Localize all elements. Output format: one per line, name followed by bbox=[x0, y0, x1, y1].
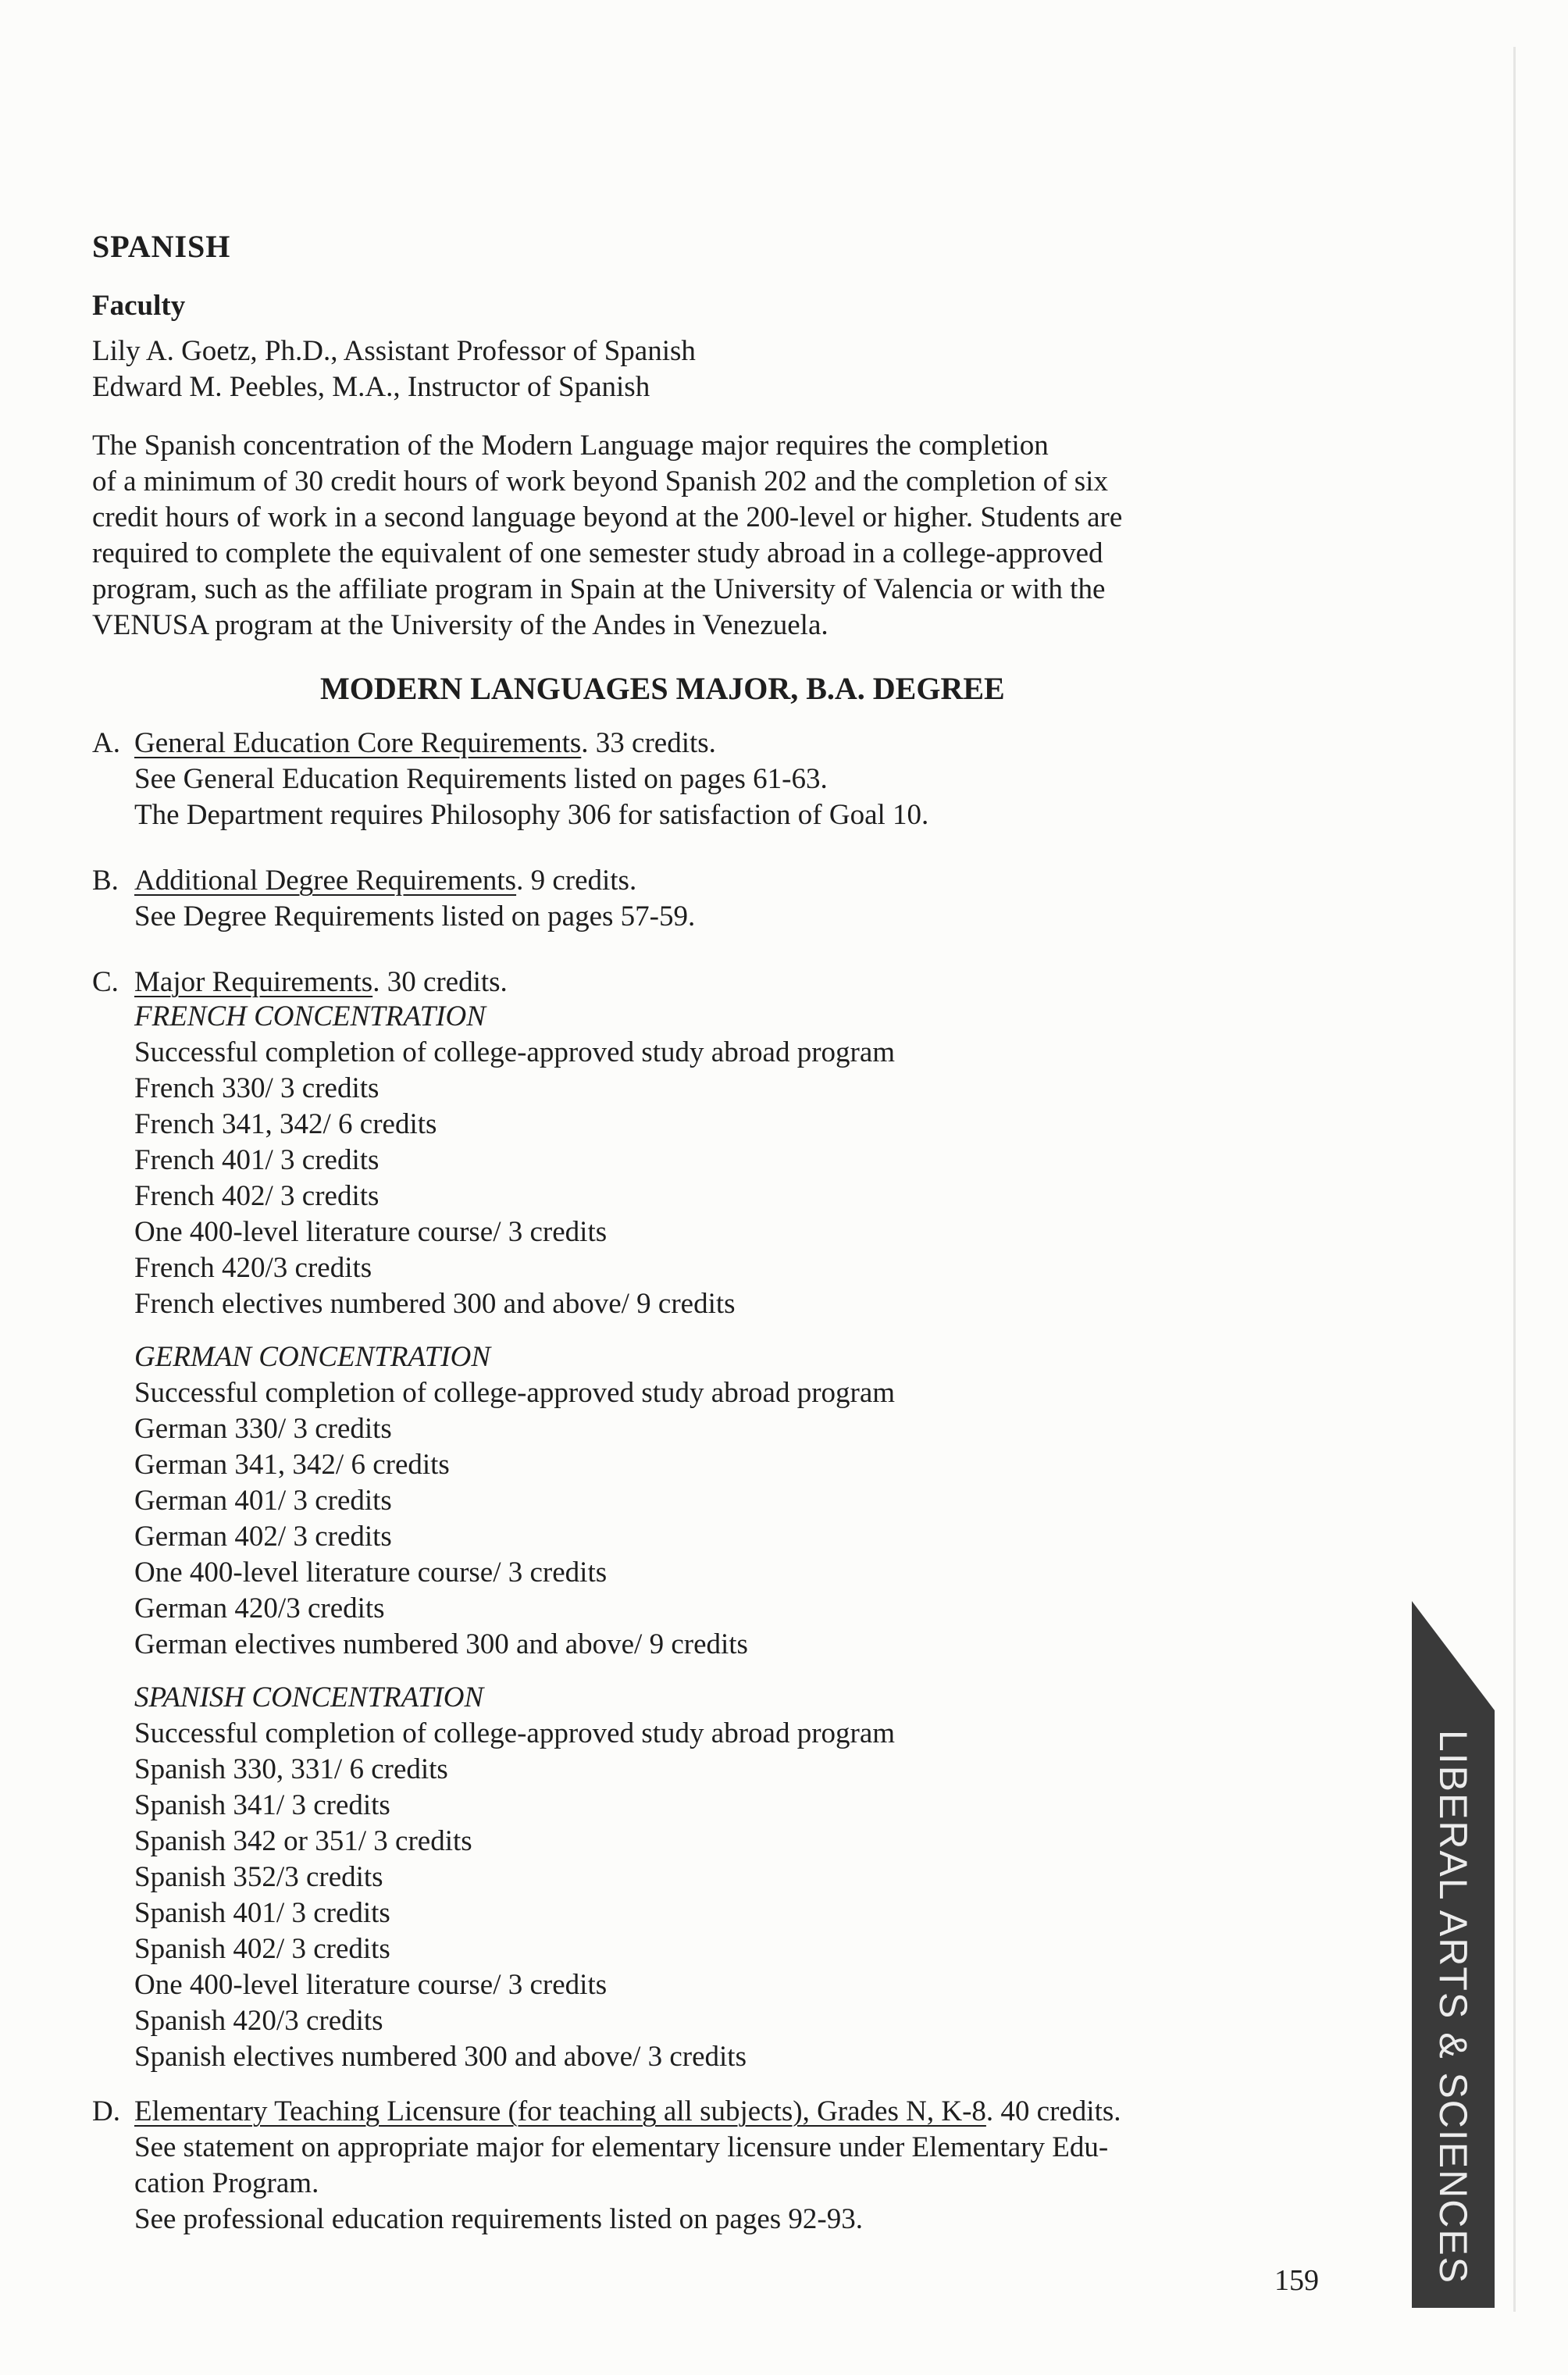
german-item: German 401/ 3 credits bbox=[134, 1485, 392, 1517]
german-item: German 420/3 credits bbox=[134, 1592, 385, 1624]
section-a-credits: . 33 credits. bbox=[581, 727, 716, 759]
section-d-line: cation Program. bbox=[134, 2167, 319, 2199]
section-c-heading-line bbox=[134, 965, 508, 999]
section-a-heading: General Education Core Requirements bbox=[134, 727, 582, 759]
section-c-credits: . 30 credits. bbox=[372, 966, 508, 998]
spanish-item: One 400-level literature course/ 3 credits bbox=[134, 1969, 608, 2001]
spanish-item: Spanish 402/ 3 credits bbox=[134, 1933, 390, 1965]
section-a-letter: A. bbox=[92, 727, 120, 759]
intro-line: required to complete the equivalent of one semester study abroad in a college-approved bbox=[92, 537, 1103, 569]
spanish-item: Spanish 330, 331/ 6 credits bbox=[134, 1753, 448, 1785]
french-item: French 420/3 credits bbox=[134, 1252, 372, 1284]
intro-line: VENUSA program at the University of the Andes in Venezuela. bbox=[92, 609, 829, 641]
spanish-item: Spanish 342 or 351/ 3 credits bbox=[134, 1825, 472, 1857]
intro-line: program, such as the affiliate program in Spain at the University of Valencia or with the bbox=[92, 573, 1106, 605]
german-item: German electives numbered 300 and above/ 9 credits bbox=[134, 1628, 748, 1660]
french-item: French 341, 342/ 6 credits bbox=[134, 1108, 437, 1140]
side-tab-corner-cut bbox=[1412, 1601, 1495, 1710]
german-item: Successful completion of college-approved study abroad program bbox=[134, 1377, 896, 1409]
faculty-member: Edward M. Peebles, M.A., Instructor of Spanish bbox=[92, 371, 650, 403]
french-item: French 401/ 3 credits bbox=[134, 1144, 380, 1176]
section-d-letter: D. bbox=[92, 2095, 120, 2127]
french-item: Successful completion of college-approved study abroad program bbox=[134, 1036, 896, 1068]
section-b-credits: . 9 credits. bbox=[516, 865, 637, 897]
section-side-tab bbox=[1412, 1601, 1495, 2308]
side-tab-label: LIBERAL ARTS & SCIENCES bbox=[1431, 1729, 1475, 2285]
intro-line: of a minimum of 30 credit hours of work beyond Spanish 202 and the completion of six bbox=[92, 465, 1108, 497]
page-number: 159 bbox=[1274, 2264, 1319, 2297]
spanish-item: Spanish 352/3 credits bbox=[134, 1861, 383, 1893]
german-item: German 330/ 3 credits bbox=[134, 1413, 392, 1445]
spanish-item: Spanish 341/ 3 credits bbox=[134, 1789, 390, 1821]
spanish-concentration-title: SPANISH CONCENTRATION bbox=[134, 1681, 484, 1713]
french-concentration-title: FRENCH CONCENTRATION bbox=[134, 1000, 486, 1032]
section-a-line: See General Education Requirements listed on pages 61-63. bbox=[134, 763, 828, 795]
section-d-line: See professional education requirements listed on pages 92-93. bbox=[134, 2203, 863, 2235]
section-b-letter: B. bbox=[92, 865, 119, 897]
german-concentration-title: GERMAN CONCENTRATION bbox=[134, 1341, 491, 1373]
section-b-heading-line bbox=[134, 864, 636, 897]
section-d-heading: Elementary Teaching Licensure (for teaching all subjects), Grades N, K-8 bbox=[134, 2095, 986, 2127]
section-d-heading-line bbox=[134, 2095, 1121, 2128]
french-item: One 400-level literature course/ 3 credits bbox=[134, 1216, 608, 1248]
spanish-item: Spanish electives numbered 300 and above/ 3 credits bbox=[134, 2041, 747, 2073]
intro-line: The Spanish concentration of the Modern Language major requires the completion bbox=[92, 430, 1049, 462]
intro-line: credit hours of work in a second language beyond at the 200-level or higher. Students are bbox=[92, 501, 1123, 533]
spanish-item: Spanish 420/3 credits bbox=[134, 2005, 383, 2037]
section-d-credits: . 40 credits. bbox=[985, 2095, 1121, 2127]
german-item: One 400-level literature course/ 3 credits bbox=[134, 1557, 608, 1589]
french-item: French electives numbered 300 and above/ 9 credits bbox=[134, 1288, 736, 1320]
faculty-heading: Faculty bbox=[92, 290, 186, 322]
section-b-line: See Degree Requirements listed on pages 57-59. bbox=[134, 900, 696, 933]
spanish-item: Successful completion of college-approved study abroad program bbox=[134, 1717, 896, 1749]
french-item: French 330/ 3 credits bbox=[134, 1072, 380, 1104]
section-a-heading-line bbox=[134, 726, 716, 760]
spanish-item: Spanish 401/ 3 credits bbox=[134, 1897, 390, 1929]
section-b-heading: Additional Degree Requirements bbox=[134, 865, 517, 897]
section-d-line: See statement on appropriate major for elementary licensure under Elementary Edu- bbox=[134, 2131, 1109, 2163]
french-item: French 402/ 3 credits bbox=[134, 1180, 380, 1212]
faculty-member: Lily A. Goetz, Ph.D., Assistant Professor of Spanish bbox=[92, 335, 696, 367]
section-c-letter: C. bbox=[92, 966, 119, 998]
major-title: MODERN LANGUAGES MAJOR, B.A. DEGREE bbox=[320, 671, 1005, 706]
page-edge-rule bbox=[1513, 47, 1516, 2312]
section-a-line: The Department requires Philosophy 306 for satisfaction of Goal 10. bbox=[134, 799, 929, 831]
german-item: German 341, 342/ 6 credits bbox=[134, 1449, 450, 1481]
department-title: SPANISH bbox=[92, 229, 231, 264]
german-item: German 402/ 3 credits bbox=[134, 1521, 392, 1553]
section-c-heading: Major Requirements bbox=[134, 966, 373, 998]
